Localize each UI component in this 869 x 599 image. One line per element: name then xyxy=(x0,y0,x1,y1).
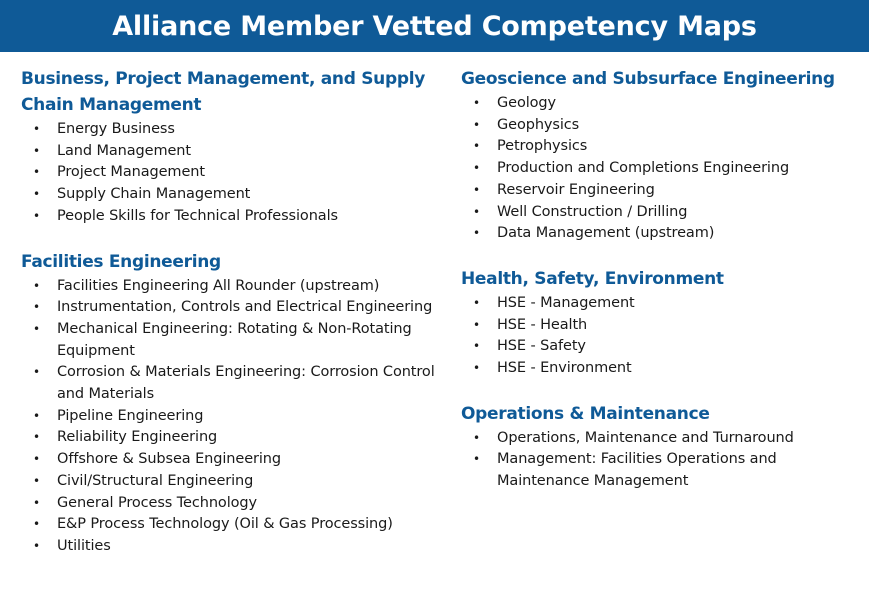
left-column xyxy=(21,66,441,579)
bullet-icon: • xyxy=(33,165,40,180)
bullet-icon: • xyxy=(33,408,40,423)
list-item xyxy=(21,319,441,362)
bullet-icon: • xyxy=(33,430,40,445)
list-item-label: Project Management xyxy=(57,164,205,181)
list-item xyxy=(21,184,441,206)
bullet-icon: • xyxy=(473,96,480,110)
bullet-icon: • xyxy=(473,117,480,132)
list-item-label: Geophysics xyxy=(497,116,580,133)
list-item-label: Petrophysics xyxy=(497,138,588,155)
bullet-icon: • xyxy=(473,226,480,241)
bullet-icon: • xyxy=(473,430,480,445)
bullet-icon: • xyxy=(473,161,480,176)
list-item-label: Operations, Maintenance and Turnaround xyxy=(497,429,794,446)
bullet-icon: • xyxy=(33,321,40,336)
bullet-icon: • xyxy=(473,182,480,197)
list-item xyxy=(461,449,861,492)
list-item xyxy=(21,514,441,536)
list-item-label: Instrumentation, Controls and Electrical Engineering xyxy=(57,299,433,316)
list-item xyxy=(21,141,441,163)
list-item-label: HSE - Environment xyxy=(497,360,632,377)
competency-list xyxy=(461,93,861,245)
list-item xyxy=(21,471,441,493)
bullet-icon: • xyxy=(33,495,40,510)
list-item-label: Civil/Structural Engineering xyxy=(57,472,254,489)
list-item xyxy=(461,358,861,380)
section-business-project-management-and-supply-chain-management xyxy=(21,66,441,228)
section-operations-and-maintenance xyxy=(461,401,861,493)
bullet-icon: • xyxy=(33,208,40,223)
list-item-label: Mechanical Engineering: Rotating & Non-Rotating Equipment xyxy=(57,320,412,359)
list-item xyxy=(461,180,861,202)
list-item-label: Production and Completions Engineering xyxy=(497,160,790,177)
title-banner xyxy=(0,0,869,52)
bullet-icon: • xyxy=(473,339,480,354)
list-item-label: Geology xyxy=(497,95,557,111)
section-geoscience-and-subsurface-engineering xyxy=(461,66,861,245)
section-health-safety-environment xyxy=(461,266,861,380)
list-item xyxy=(21,206,441,228)
bullet-icon: • xyxy=(473,139,480,154)
list-item-label: Land Management xyxy=(57,142,191,159)
competency-list xyxy=(461,428,861,493)
list-item xyxy=(461,336,861,358)
list-item-label: Data Management (upstream) xyxy=(497,225,715,242)
bullet-icon: • xyxy=(33,517,40,532)
page-title: Alliance Member Vetted Competency Maps xyxy=(112,10,757,42)
bullet-icon: • xyxy=(473,317,480,332)
bullet-icon: • xyxy=(33,187,40,202)
list-item xyxy=(21,427,441,449)
list-item-label: Corrosion & Materials Engineering: Corrosion Control and Materials xyxy=(57,364,435,403)
list-item xyxy=(21,493,441,515)
bullet-icon: • xyxy=(33,122,40,136)
list-item xyxy=(21,276,441,298)
list-item-label: Management: Facilities Operations and Maintenance Management xyxy=(497,451,777,490)
bullet-icon: • xyxy=(473,361,480,376)
list-item-label: General Process Technology xyxy=(57,494,257,511)
list-item xyxy=(21,536,441,558)
section-facilities-engineering xyxy=(21,249,441,558)
right-column xyxy=(461,66,861,514)
list-item-label: HSE - Health xyxy=(497,316,588,333)
bullet-icon: • xyxy=(33,538,40,553)
section-heading: Health, Safety, Environment xyxy=(461,268,724,289)
list-item-label: E&P Process Technology (Oil & Gas Processing) xyxy=(57,516,393,533)
list-item xyxy=(461,202,861,224)
list-item xyxy=(461,115,861,137)
list-item xyxy=(461,158,861,180)
competency-list xyxy=(21,119,441,228)
bullet-icon: • xyxy=(33,365,40,380)
list-item xyxy=(461,93,861,115)
list-item xyxy=(21,119,441,141)
list-item-label: Reliability Engineering xyxy=(57,429,218,446)
list-item-label: HSE - Management xyxy=(497,294,635,311)
bullet-icon: • xyxy=(33,278,40,293)
list-item xyxy=(461,136,861,158)
section-heading: Geoscience and Subsurface Engineering xyxy=(461,69,835,89)
list-item xyxy=(461,223,861,245)
bullet-icon: • xyxy=(473,204,480,219)
list-item xyxy=(461,428,861,450)
list-item-label: Offshore & Subsea Engineering xyxy=(57,451,281,468)
section-heading: Facilities Engineering xyxy=(21,251,221,272)
bullet-icon: • xyxy=(33,300,40,315)
bullet-icon: • xyxy=(33,473,40,488)
bullet-icon: • xyxy=(33,452,40,467)
competency-list xyxy=(21,276,441,558)
list-item-label: Supply Chain Management xyxy=(57,186,251,203)
list-item xyxy=(21,162,441,184)
list-item xyxy=(461,293,861,315)
list-item-label: Reservoir Engineering xyxy=(497,181,655,198)
list-item xyxy=(461,315,861,337)
list-item xyxy=(21,297,441,319)
list-item-label: Well Construction / Drilling xyxy=(497,203,688,220)
list-item-label: Pipeline Engineering xyxy=(57,407,204,424)
list-item-label: People Skills for Technical Professionals xyxy=(57,207,338,224)
bullet-icon: • xyxy=(473,295,480,310)
list-item-label: HSE - Safety xyxy=(497,338,586,355)
competency-list xyxy=(461,293,861,380)
list-item xyxy=(21,449,441,471)
list-item xyxy=(21,406,441,428)
list-item-label: Utilities xyxy=(57,537,111,554)
bullet-icon: • xyxy=(33,143,40,158)
section-heading: Business, Project Management, and Supply Chain Management xyxy=(21,69,426,115)
bullet-icon: • xyxy=(473,452,480,467)
list-item-label: Energy Business xyxy=(57,121,175,137)
list-item xyxy=(21,362,441,405)
list-item-label: Facilities Engineering All Rounder (upstream) xyxy=(57,277,380,294)
section-heading: Operations & Maintenance xyxy=(461,403,710,424)
